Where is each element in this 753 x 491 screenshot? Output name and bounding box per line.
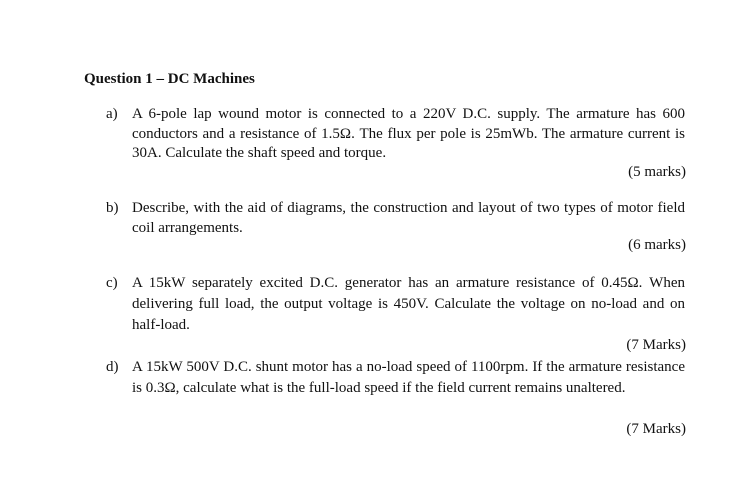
- question-heading: Question 1 – DC Machines: [84, 71, 255, 87]
- marks-part-b: (6 marks): [628, 237, 686, 253]
- part-label: c): [106, 275, 118, 291]
- part-label: a): [106, 106, 118, 122]
- part-text: A 15kW 500V D.C. shunt motor has a no-load speed of 1100rpm. If the armature resistance is 0.3Ω, calculate what is the full-load speed if the field current remains unaltered.: [132, 359, 685, 396]
- part-text: A 15kW separately excited D.C. generator has an armature resistance of 0.45Ω. When delivering full load, the output voltage is 450V. Calculate the voltage on no-load and on half-load.: [132, 275, 685, 333]
- part-label: b): [106, 200, 119, 216]
- marks-part-c: (7 Marks): [626, 337, 686, 353]
- question-part-a: [106, 105, 686, 165]
- part-label: d): [106, 359, 119, 375]
- part-text: A 6-pole lap wound motor is connected to a 220V D.C. supply. The armature has 600 conductors and a resistance of 1.5Ω. The flux per pole is 25mWb. The armature current is 30A. Calculate the shaft speed and torque.: [132, 106, 685, 161]
- marks-part-a: (5 marks): [628, 164, 686, 180]
- part-text: Describe, with the aid of diagrams, the construction and layout of two types of motor field coil arrangements.: [132, 200, 685, 236]
- marks-part-d: (7 Marks): [626, 421, 686, 437]
- question-part-d: [106, 357, 686, 421]
- question-part-c: [106, 273, 686, 337]
- question-part-b: [106, 199, 686, 239]
